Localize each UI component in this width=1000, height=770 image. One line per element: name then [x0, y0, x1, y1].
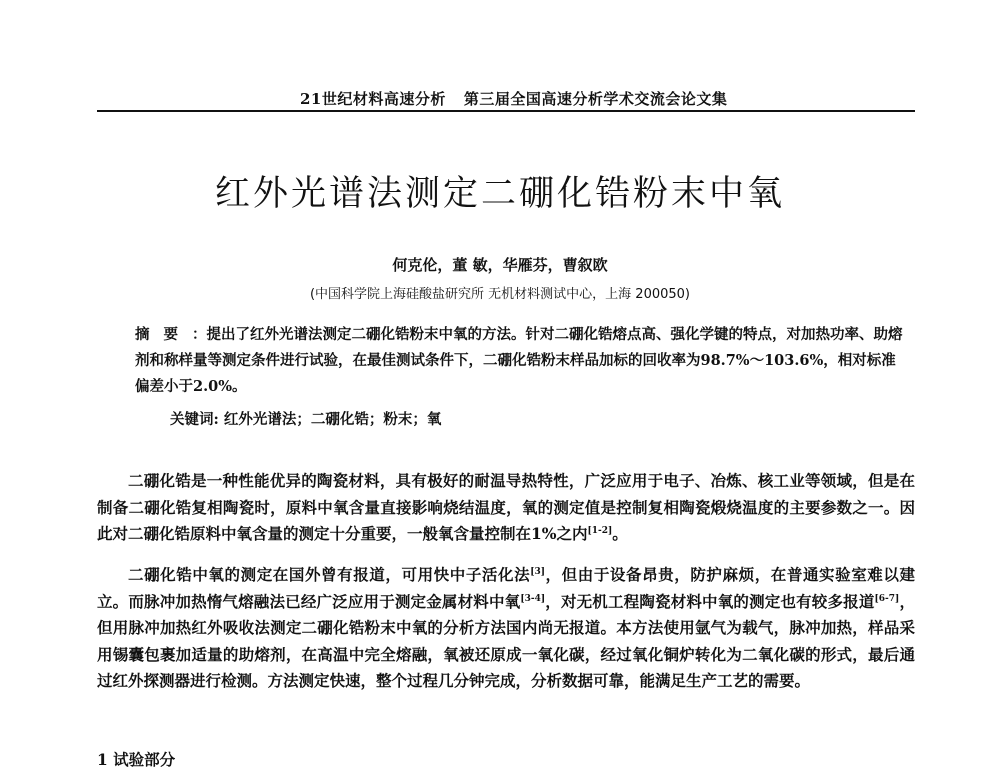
p2-text-c: ，对无机工程陶瓷材料中氧的测定也有较多报道 — [545, 591, 875, 611]
body-paragraph-1 — [97, 468, 915, 548]
p2-text-b: ，但由于设备昂贵，防护麻烦，在普通实验室难以建立。而脉冲加热惰气熔融法已经广泛应用于测定金属材料中氧 — [97, 565, 915, 611]
p2-text-d: ，但用脉冲加热红外吸收法测定二硼化锆粉末中氧的分析方法国内尚无报道。本方法使用氩气为载气，脉冲加热，样品采用锡囊包裹加适量的助熔剂，在高温中完全熔融，氧被还原成一氧化碳，经过氧化铜炉转化为二氧化碳的形式，最后通过红外探测器进行检测。方法测定快速，整个过程几分钟完成，分析数据可靠，能满足生产工艺的需要。 — [97, 591, 915, 691]
abstract-label: 摘要 — [135, 326, 192, 343]
running-header — [300, 88, 727, 109]
citation-ref: [6-7] — [874, 593, 900, 604]
paper-authors: 何克伦，董 敏，华雁芬，曹叙欧 — [392, 256, 608, 274]
p2-text-a: 二硼化锆中氧的测定在国外曾有报道，可用快中子活化法 — [128, 565, 531, 584]
paper-title: 红外光谱法测定二硼化锆粉末中氧 — [214, 174, 785, 214]
citation-ref: [3-4] — [520, 593, 546, 604]
p1-text: 二硼化锆是一种性能优异的陶瓷材料，具有极好的耐温导热特性，广泛应用于电子、冶炼、核工业等领域，但是在制备二硼化锆复相陶瓷时，原料中氧含量直接影响烧结温度，氧的测定值是控制复相陶瓷煅烧温度的主要参数之一。因此对二硼化锆原料中氧含量的测定十分重要，一般氧含量控制在1%之内 — [97, 471, 915, 544]
keywords — [170, 408, 900, 429]
body-paragraph-2 — [97, 562, 915, 695]
citation-ref: [1-2] — [587, 526, 613, 537]
citation-ref: [3] — [530, 566, 545, 577]
header-conference: 第三届全国高速分析学术交流会论文集 — [463, 90, 728, 108]
abstract-text: 提出了红外光谱法测定二硼化锆粉末中氧的方法。针对二硼化锆熔点高、强化学键的特点，对加热功率、助熔剂和称样量等测定条件进行试验，在最佳测试条件下，二硼化锆粉末样品加标的回收率为98.7%～103.6%，相对标准偏差小于2.0%。 — [135, 326, 903, 395]
keywords-text: 红外光谱法；二硼化锆；粉末；氧 — [223, 411, 442, 428]
abstract: 摘要：提出了红外光谱法测定二硼化锆粉末中氧的方法。针对二硼化锆熔点高、强化学键的特点，对加热功率、助熔剂和称样量等测定条件进行试验，在最佳测试条件下，二硼化锆粉末样品加标的回收率为98.7%～103.6%，相对标准偏差小于2.0%。 — [135, 326, 903, 395]
section-heading: 1 试验部分 — [97, 750, 176, 769]
p1-end: 。 — [612, 524, 628, 544]
paper-affiliation: (中国科学院上海硅酸盐研究所 无机材料测试中心，上海 200050) — [309, 287, 691, 302]
header-series: 21世纪材料高速分析 — [300, 90, 446, 108]
keywords-label: 关键词: — [170, 411, 219, 428]
header-rule — [97, 110, 915, 112]
